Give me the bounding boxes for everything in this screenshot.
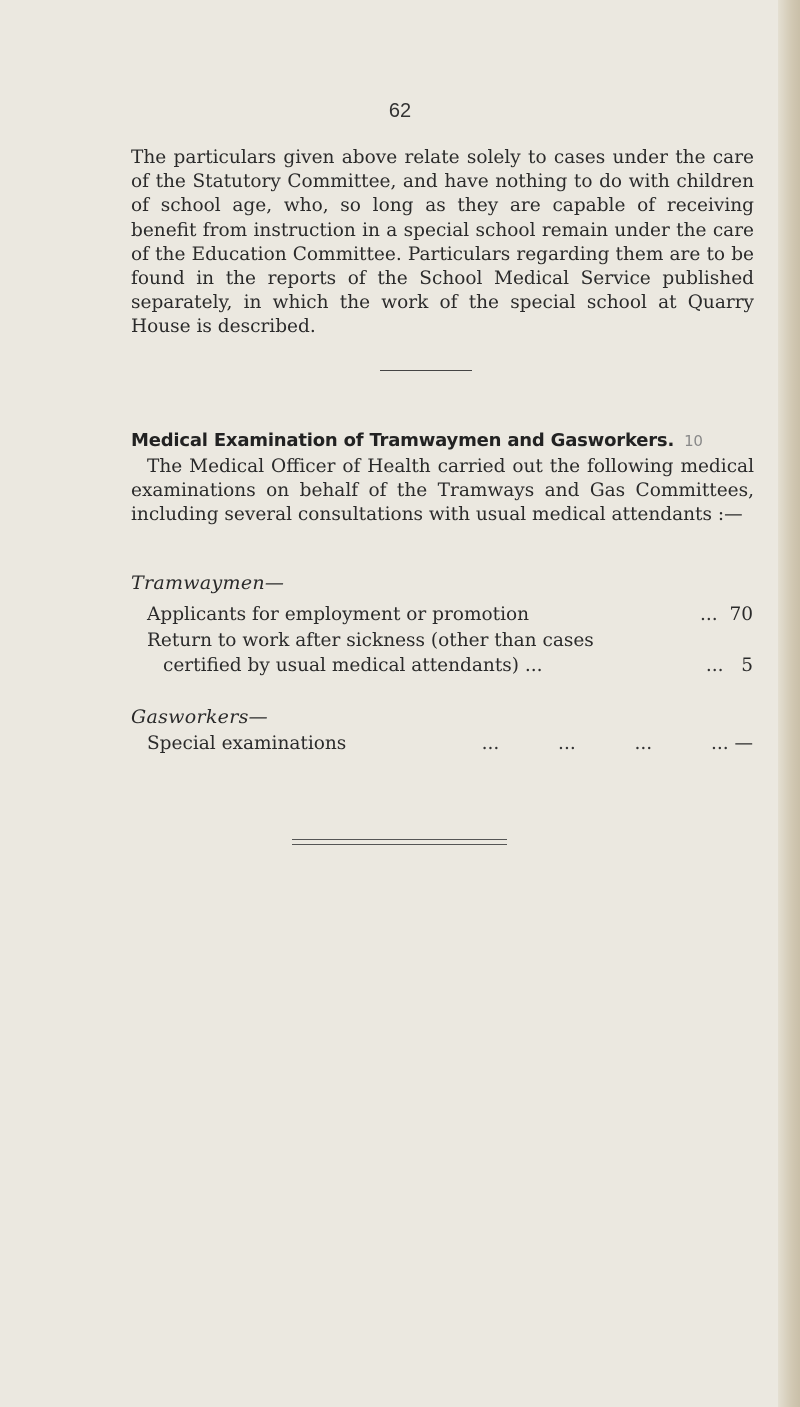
row-value: 5: [741, 655, 753, 676]
end-divider-line: [292, 844, 507, 845]
section-heading-text: Medical Examination of Tramwaymen and Gasworkers.: [131, 430, 675, 451]
row-text: Special examinations: [147, 733, 347, 754]
row-value-group: [482, 732, 753, 756]
page-edge: [778, 0, 800, 1407]
tramwaymen-row-return-to-work: [147, 629, 753, 653]
tramwaymen-label: Tramwaymen—: [131, 572, 285, 594]
end-divider: [292, 839, 507, 849]
tramwaymen-row-return-to-work-cont: [163, 654, 753, 678]
page-number: 62: [388, 100, 412, 122]
row-text: Applicants for employment or promotion: [147, 604, 530, 625]
row-value-group: [706, 654, 753, 678]
gasworkers-row-special: [147, 732, 753, 756]
section-intro-paragraph: The Medical Officer of Health carried out the following medical examinations on behalf of the Tramways and Gas Committees, including several consultations with usual medical attendants :—: [131, 456, 754, 526]
heading-margin-mark: 10: [684, 432, 703, 450]
row-text: Return to work after sickness (other than cases: [147, 630, 594, 651]
tramwaymen-row-applicants: [147, 603, 753, 627]
row-value: 70: [729, 604, 753, 625]
paragraph-statutory-committee: The particulars given above relate solely to cases under the care of the Statutory Committee, and have nothing to do with children of school age, who, so long as they are capable of receiving benefit from instruction in a special school remain under the care of the Education Committee. Particulars regarding them are to be found in the reports of the School Medical Service published separately, in which the work of the special school at Quarry House is described.: [131, 147, 754, 338]
section-heading: [131, 430, 771, 451]
row-value: —: [734, 733, 753, 754]
row-value-group: [700, 603, 753, 627]
row-leader-dots: ... ... ... ...: [481, 733, 729, 754]
row-leader-dots: ...: [700, 604, 718, 625]
section-divider: [380, 370, 472, 371]
row-text: certified by usual medical attendants) ...: [163, 655, 543, 676]
end-divider-line: [292, 839, 507, 840]
row-leader-dots: ...: [705, 655, 724, 676]
gasworkers-label: Gasworkers—: [131, 706, 268, 728]
